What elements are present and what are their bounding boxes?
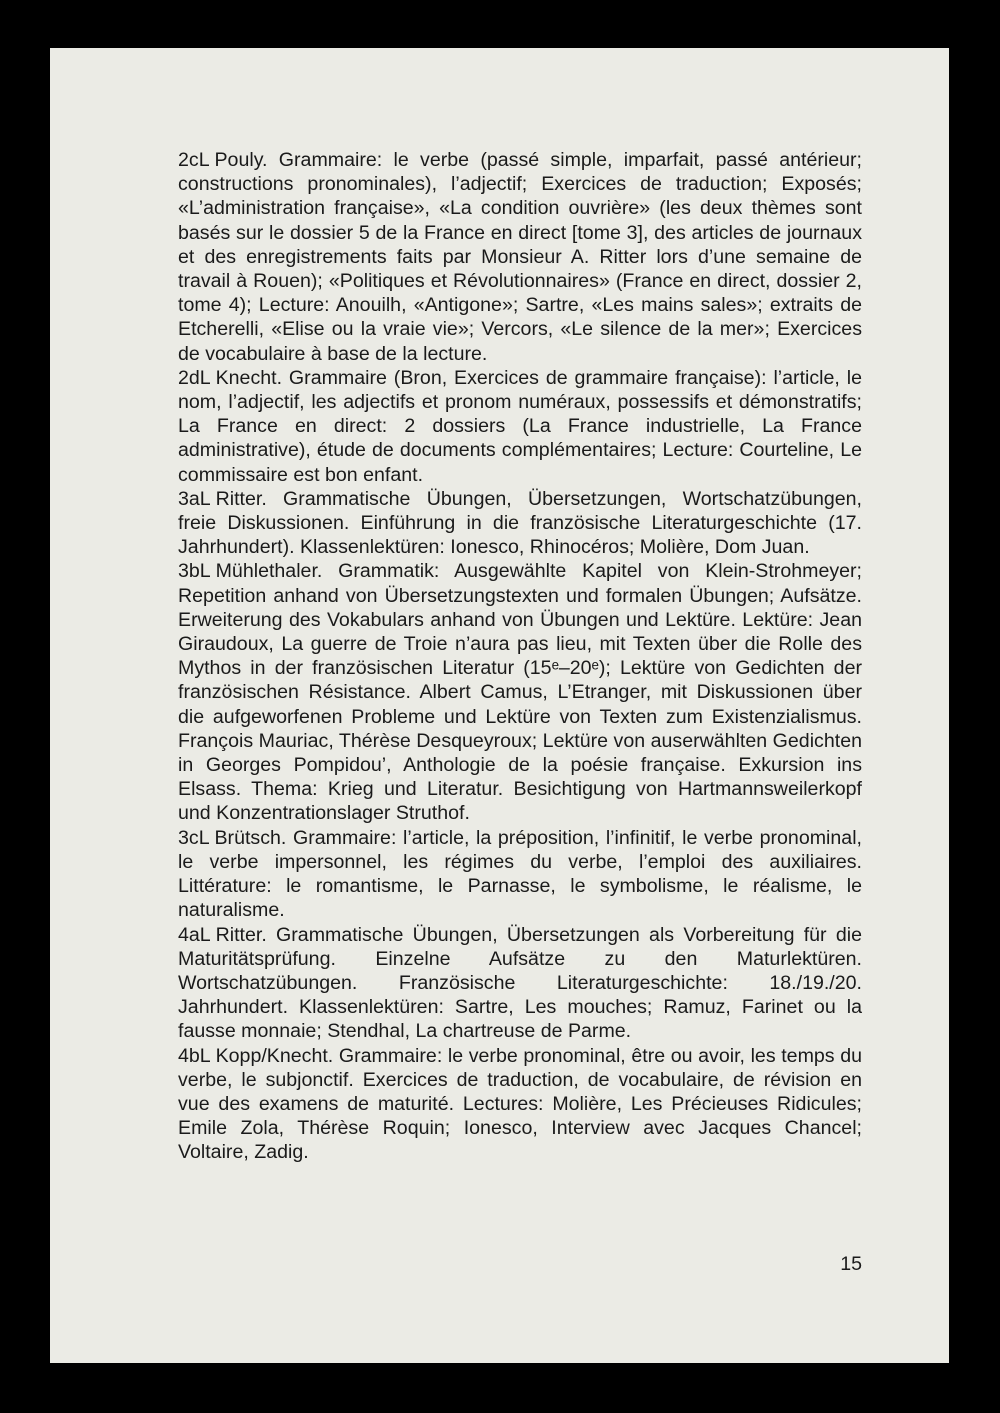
course-entry-4bl [178, 1044, 862, 1165]
course-entry-2dl [178, 366, 862, 487]
class-code: 3aL [178, 487, 211, 510]
course-list [178, 148, 862, 1165]
course-description: Mühlethaler. Grammatik: Ausgewählte Kapitel von Klein-Strohmeyer; Repetition anhand von Übersetzungstexten und formalen Übungen; Aufsätze. Erweiterung des Vokabulars anhand von Übungen und Lektüre. Lektüre: Jean Giraudoux, La guerre de Troie n’aura pas lieu, mit Texten über die Rolle des Mythos in der französischen Literatur (15ᵉ–20ᵉ); Lektüre von Gedichten der französischen Résistance. Albert Camus, L’Etranger, mit Diskussionen über die aufgeworfenen Probleme und Lektüre von Texten zum Existenzialismus. François Mauriac, Thérèse Desqueyroux; Lektüre von auserwählten Gedichten in Georges Pompidou’, Anthologie de la poésie française. Exkursion ins Elsass. Thema: Krieg und Literatur. Besichtigung von Hartmannsweilerkopf und Konzentrationslager Struthof. [178, 560, 862, 825]
class-code: 2dL [178, 366, 211, 389]
page-number: 15 [840, 1253, 862, 1275]
class-code: 2cL [178, 149, 210, 171]
course-entry-2cl [178, 148, 862, 366]
class-code: 4bL [178, 1044, 211, 1067]
course-description: Knecht. Grammaire (Bron, Exercices de grammaire française): l’article, le nom, l’adjectif, les adjectifs et pronom numéraux, possessifs et démonstratifs; La France en direct: 2 dossiers (La France industrielle, La France administrative), étude de documents complémentaires; Lecture: Courteline, Le commissaire est bon enfant. [178, 366, 862, 486]
course-entry-4al [178, 923, 862, 1044]
course-entry-3al [178, 487, 862, 560]
course-entry-3cl [178, 826, 862, 923]
class-code: 4aL [178, 923, 211, 946]
document-page [50, 48, 949, 1363]
course-description: Kopp/Knecht. Grammaire: le verbe pronominal, être ou avoir, les temps du verbe, le subjonctif. Exercices de traduction, de vocabulaire, de révision en vue des examens de maturité. Lectures: Molière, Les Précieuses Ridicules; Emile Zola, Thérèse Roquin; Ionesco, Interview avec Jacques Chancel; Voltaire, Zadig. [178, 1044, 862, 1164]
course-description: Brütsch. Grammaire: l’article, la préposition, l’infinitif, le verbe pronominal, le verbe impersonnel, les régimes du verbe, l’emploi des auxiliaires. Littérature: le romantisme, le Parnasse, le symbolisme, le réalisme, le naturalisme. [178, 826, 862, 922]
course-description: Ritter. Grammatische Übungen, Übersetzungen, Wortschatzübungen, freie Diskussionen. Einführung in die französische Literaturgeschichte (17. Jahrhundert). Klassenlektüren: Ionesco, Rhinocéros; Molière, Dom Juan. [178, 487, 862, 559]
course-entry-3bl [178, 559, 862, 825]
class-code: 3bL [178, 560, 211, 583]
course-description: Pouly. Grammaire: le verbe (passé simple, imparfait, passé antérieur; constructions pronominales), l’adjectif; Exercices de traduction; Exposés; «L’administration française», «La condition ouvrière» (les deux thèmes sont basés sur le dossier 5 de la France en direct [tome 3], des articles de journaux et des enregistrements faits par Monsieur A. Ritter lors d’une semaine de travail à Rouen); «Politiques et Révolutionnaires» (France en direct, dossier 2, tome 4); Lecture: Anouilh, «Antigone»; Sartre, «Les mains sales»; extraits de Etcherelli, «Elise ou la vraie vie»; Vercors, «Le silence de la mer»; Exercices de vocabulaire à base de la lecture. [178, 149, 862, 365]
course-description: Ritter. Grammatische Übungen, Übersetzungen als Vorbereitung für die Maturitätsprüfung. Einzelne Aufsätze zu den Maturlektüren. Wortschatzübungen. Französische Literaturgeschichte: 18./19./20. Jahrhundert. Klassenlektüren: Sartre, Les mouches; Ramuz, Farinet ou la fausse monnaie; Stendhal, La chartreuse de Parme. [178, 923, 862, 1043]
class-code: 3cL [178, 826, 210, 849]
